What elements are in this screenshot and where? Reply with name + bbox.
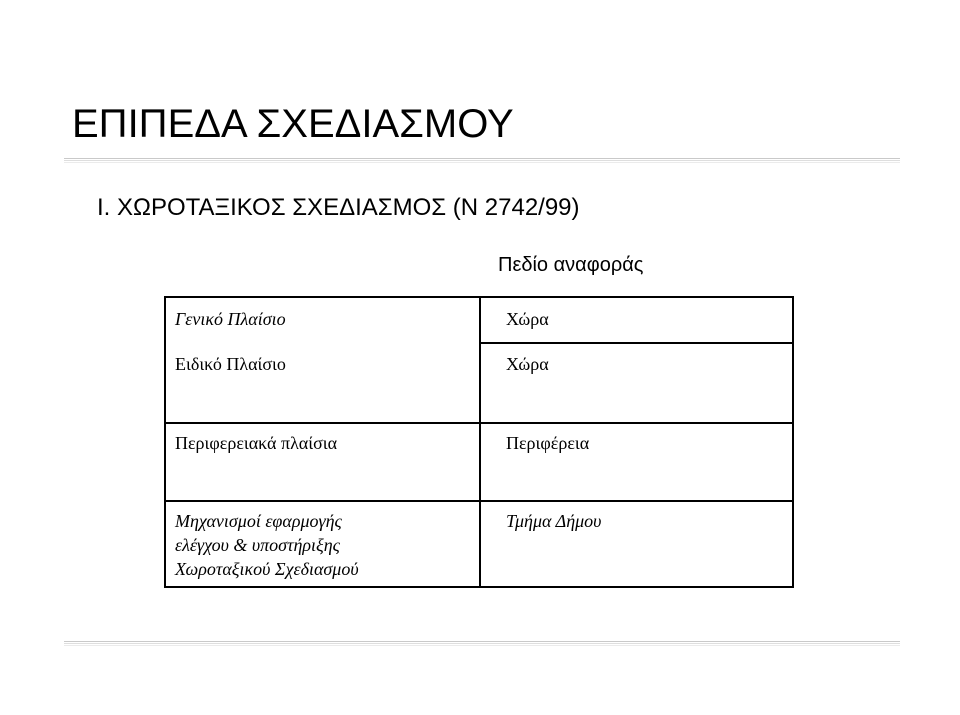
- table-cell-scope-general: Χώρα: [506, 309, 549, 329]
- reference-column-header: Πεδίο αναφοράς: [498, 254, 644, 276]
- table-cell-mechanisms-line: Μηχανισμοί εφαρμογής: [175, 511, 342, 531]
- title-underline: [64, 158, 900, 164]
- footer-rule-line: [64, 643, 900, 644]
- slide-title: ΕΠΙΠΕΔΑ ΣΧΕΔΙΑΣΜΟΥ: [72, 102, 514, 146]
- table-row-divider: [479, 342, 792, 344]
- table-cell-mechanisms-line: Χωροταξικού Σχεδιασμού: [175, 559, 359, 579]
- title-underline-line: [64, 162, 900, 163]
- table-cell-mechanisms-line: ελέγχου & υποστήριξης: [175, 535, 340, 555]
- footer-rule: [64, 641, 900, 647]
- table-cell-framework-regional: Περιφερειακά πλαίσια: [175, 433, 338, 453]
- table-cell-scope-municipal: Τμήμα Δήμου: [506, 511, 602, 531]
- table-row-divider: [166, 422, 792, 424]
- title-underline-line: [64, 160, 900, 161]
- section-subtitle: Ι. ΧΩΡΟΤΑΞΙΚΟΣ ΣΧΕΔΙΑΣΜΟΣ (Ν 2742/99): [97, 194, 580, 221]
- table-cell-framework-special: Ειδικό Πλαίσιο: [175, 354, 286, 374]
- table-cell-scope-regional: Περιφέρεια: [506, 433, 590, 453]
- title-underline-line: [64, 158, 900, 159]
- table-row-divider: [166, 500, 792, 502]
- footer-rule-line: [64, 641, 900, 642]
- planning-levels-table: [164, 296, 794, 588]
- table-cell-scope-special: Χώρα: [506, 354, 549, 374]
- footer-rule-line: [64, 645, 900, 646]
- table-cell-framework-general: Γενικό Πλαίσιο: [175, 309, 286, 329]
